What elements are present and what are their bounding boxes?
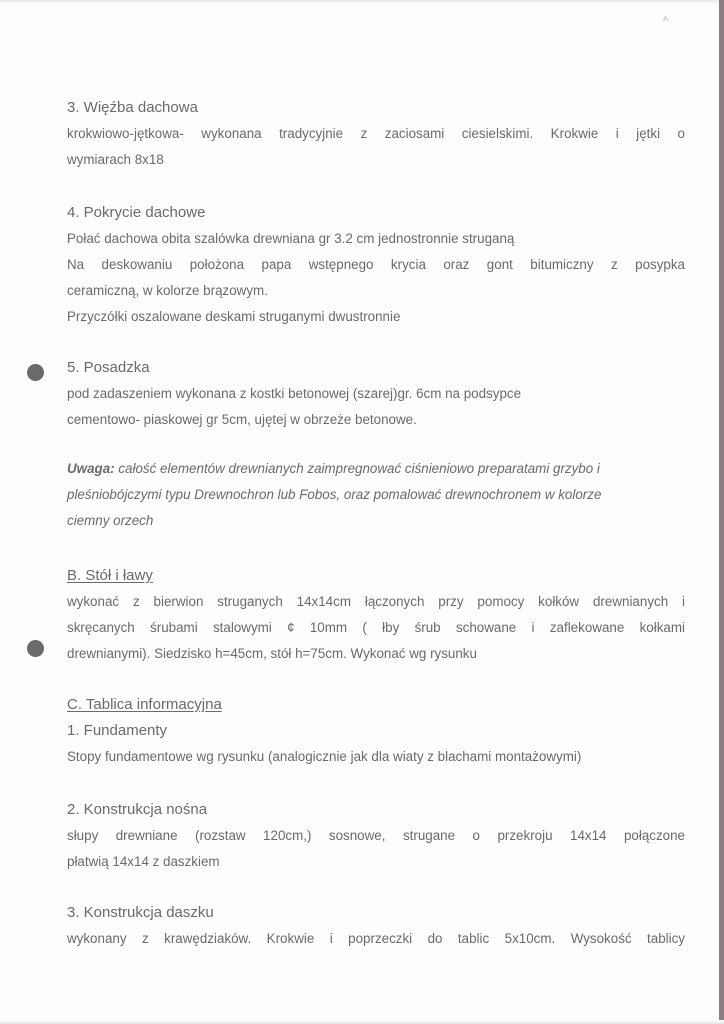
page-edge-right xyxy=(719,0,724,1024)
section-heading: 4. Pokrycie dachowe xyxy=(67,204,206,221)
paragraph-line: słupy drewniane (rozstaw 120cm,) sosnowe, strugane o przekroju 14x14 połączone xyxy=(67,828,685,843)
corner-scan-mark: ^ xyxy=(661,13,670,29)
section-stol-i-lawy xyxy=(67,563,685,667)
note-line xyxy=(67,456,685,482)
section-tablica-informacyjna xyxy=(67,692,685,770)
paragraph-line: wykonać z bierwion struganych 14x14cm łączonych przy pomocy kołków drewnianych i xyxy=(67,594,685,609)
subsection-heading: 2. Konstrukcja nośna xyxy=(67,801,208,818)
paragraph-line: wymiarach 8x18 xyxy=(67,152,164,167)
paragraph-line: drewnianymi). Siedzisko h=45cm, stół h=75cm. Wykonać wg rysunku xyxy=(67,646,477,661)
page-edge-top xyxy=(0,0,724,4)
section-heading: C. Tablica informacyjna xyxy=(67,696,222,713)
note-line: ciemny orzech xyxy=(67,513,154,528)
paragraph-line: skręcanych śrubami stalowymi ¢ 10mm ( łby śrub schowane i zaflekowane kołkami xyxy=(67,620,685,635)
paragraph-line: Na deskowaniu położona papa wstępnego krycia oraz gont bitumiczny z posypka xyxy=(67,257,685,272)
paragraph-line: pod zadaszeniem wykonana z kostki betonowej (szarej)gr. 6cm na podsypce xyxy=(67,386,522,401)
subsection-heading: 1. Fundamenty xyxy=(67,722,168,739)
paragraph-line: krokwiowo-jętkowa- wykonana tradycyjnie z zaciosami ciesielskimi. Krokwie i jętki o xyxy=(67,126,685,141)
section-heading: 5. Posadzka xyxy=(67,359,150,376)
note-label: Uwaga: xyxy=(67,461,115,476)
paragraph-line: ceramiczną, w kolorze brązowym. xyxy=(67,283,268,298)
note-uwaga xyxy=(67,456,685,534)
paragraph-line: Przyczółki oszalowane deskami struganymi dwustronnie xyxy=(67,309,401,324)
section-heading: B. Stół i ławy xyxy=(67,567,153,584)
paragraph-line: wykonany z krawędziaków. Krokwie i poprzeczki do tablic 5x10cm. Wysokość tablicy xyxy=(67,931,685,946)
paragraph-line: cementowo- piaskowej gr 5cm, ujętej w obrzeże betonowe. xyxy=(67,412,417,427)
section-wiezba-dachowa xyxy=(67,95,685,173)
section-pokrycie-dachowe xyxy=(67,200,685,330)
note-text: całość elementów drewnianych zaimpregnować ciśnieniowo preparatami grzybo i xyxy=(114,461,600,476)
section-heading: 3. Więźba dachowa xyxy=(67,99,198,116)
punch-hole-icon xyxy=(27,364,44,381)
paragraph-line: Połać dachowa obita szalówka drewniana gr 3.2 cm jednostronnie struganą xyxy=(67,231,515,246)
subsection-konstrukcja-daszku xyxy=(67,900,685,952)
subsection-heading: 3. Konstrukcja daszku xyxy=(67,904,214,921)
paragraph-line: płatwią 14x14 z daszkiem xyxy=(67,854,220,869)
section-posadzka xyxy=(67,355,685,433)
paragraph-line: Stopy fundamentowe wg rysunku (analogicznie jak dla wiaty z blachami montażowymi) xyxy=(67,749,582,764)
punch-hole-icon xyxy=(27,640,44,657)
subsection-konstrukcja-nosna xyxy=(67,797,685,875)
page-edge-bottom xyxy=(0,1020,724,1024)
note-line: pleśniobójczymi typu Drewnochron lub Fobos, oraz pomalować drewnochronem w kolorze xyxy=(67,487,602,502)
